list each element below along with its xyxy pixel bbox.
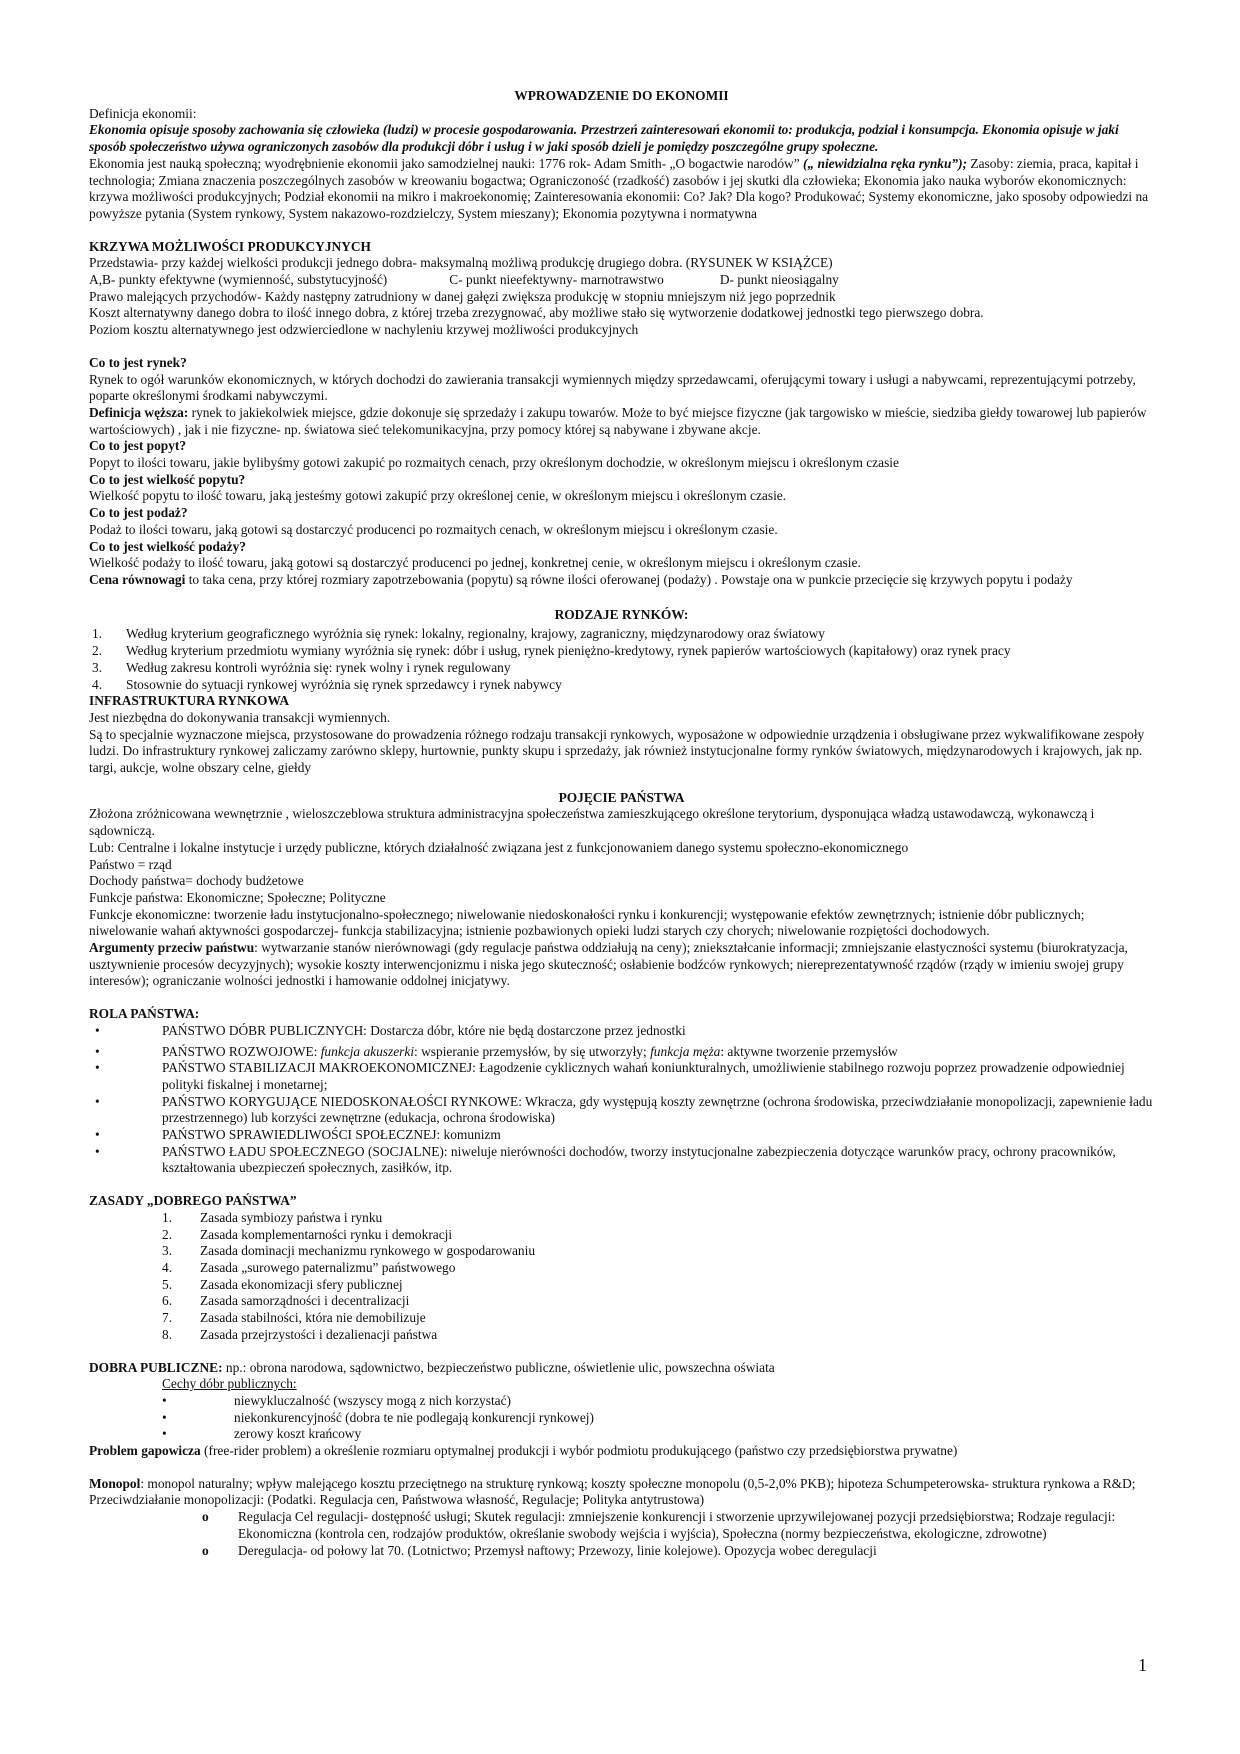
popyt-question: Co to jest popyt? xyxy=(89,438,187,454)
arguments-label: Argumenty przeciw państwu xyxy=(89,940,255,956)
cena-rownowagi-text: to taka cena, przy której rozmiary zapotrzebowania (popytu) są równe ilości oferowanej (podaży) . Powstaje ona w punkcie przecięcie się krzywych popytu i podaży xyxy=(188,571,1073,587)
section-heading-infrastruktura: INFRASTRUKTURA RYNKOWA xyxy=(89,693,290,709)
list-item xyxy=(89,1327,1154,1344)
infrastruktura-line-1: Jest niezbędna do dokonywania transakcji wymiennych. xyxy=(89,709,391,725)
list-item xyxy=(89,1023,1154,1040)
rynek-question: Co to jest rynek? xyxy=(89,354,187,370)
rynek-definition-label: Definicja węższa: xyxy=(89,404,189,420)
panstwo-line-3: Państwo = rząd xyxy=(89,856,172,872)
list-item xyxy=(89,677,1154,694)
list-item-text: zerowy koszt krańcowy xyxy=(234,1426,362,1442)
definition-body xyxy=(89,156,1154,223)
section-heading-panstwo: POJĘCIE PAŃSTWA xyxy=(558,789,685,805)
list-number: 1. xyxy=(162,1209,173,1225)
list-number: 4. xyxy=(162,1260,173,1275)
list-item xyxy=(89,1227,1154,1244)
bullet-icon: • xyxy=(95,1060,100,1076)
list-item-text: PAŃSTWO STABILIZACJI MAKROEKONOMICZNEJ: Łagodzenie cyklicznych wahań koniunkturalnych, umożliwienie stabilnego rozwoju poprzez prowadzenie odpowiedniej polityki fiskalnej i monetarnej; xyxy=(162,1060,1125,1092)
panstwo-line-4: Dochody państwa= dochody budżetowe xyxy=(89,873,304,889)
dobra-publiczne-text: np.: obrona narodowa, sądownictwo, bezpieczeństwo publiczne, oświetlenie ulic, powszechna oświata xyxy=(222,1359,775,1375)
list-item-text: Według kryterium przedmiotu wymiany wyróżnia się rynek: dóbr i usług, rynek pieniężno-kredytowy, rynek papierów wartościowych (kapitałowy) oraz rynek pracy xyxy=(126,643,1011,659)
list-item-text: Stosownie do sytuacji rynkowej wyróżnia się rynek sprzedawcy i rynek nabywcy xyxy=(126,676,562,692)
list-item xyxy=(89,626,1154,643)
monopol xyxy=(89,1476,1154,1509)
wielkosc-popytu-answer: Wielkość popytu to ilość towaru, jaką jesteśmy gotowi zakupić przy określonej cenie, w określonym miejscu i określonym czasie. xyxy=(89,488,787,504)
list-item xyxy=(89,1393,1154,1410)
list-item-text: : aktywne tworzenie przemysłów xyxy=(720,1043,898,1059)
bullet-icon: • xyxy=(95,1022,100,1038)
list-item-text: PAŃSTWO KORYGUJĄCE NIEDOSKONAŁOŚCI RYNKOWE: Wkracza, gdy występują koszty zewnętrzne (ochrona środowiska, przeciwdziałanie monopolizacji, zapewnienie ładu przestrzennego) lub korzyści zewnętrzne (edukacja, ochrona środowiska) xyxy=(162,1093,1153,1126)
list-item xyxy=(89,1277,1154,1294)
list-item-italic: funkcja męża xyxy=(650,1043,721,1059)
list-item xyxy=(89,1310,1154,1327)
list-item-text: PAŃSTWO SPRAWIEDLIWOŚCI SPOŁECZNEJ: komunizm xyxy=(162,1127,501,1143)
panstwo-line-1: Złożona zróżnicowana wewnętrznie , wieloszczeblowa struktura administracyjna społeczeństwa zamieszkującego określone terytorium, dysponująca władzą ustawodawczą, wykonawczą i sądowniczą. xyxy=(89,806,1095,839)
list-marker: o xyxy=(202,1542,209,1558)
definition-text-italic: („ niewidzialna ręka rynku”); xyxy=(803,155,968,171)
cena-rownowagi-label: Cena równowagi xyxy=(89,571,186,587)
list-item-text: Zasada przejrzystości i dezalienacji państwa xyxy=(200,1326,438,1342)
panstwo-line-5: Funkcje państwa: Ekonomiczne; Społeczne; Polityczne xyxy=(89,889,386,905)
wielkosc-podazy-answer: Wielkość podaży to ilość towaru, jaką gotowi są dostarczyć producenci po jednej, konkretnej cenie, w określonym miejscu i określonym czasie. xyxy=(89,555,861,571)
infrastruktura-line-2: Są to specjalnie wyznaczone miejsca, przystosowane do prowadzenia różnego rodzaju transakcji rynkowych, wyposażone w odpowiednie urządzenia i obsługiwane przez wykwalifikowane zespoły ludzi. Do infrastruktury rynkowej zaliczamy zarówno sklepy, hurtownie, punkty skupu i sprzedaży, jak również instytucjonalne formy rynków światowych, międzynarodowych i krajowych, jak np. targi, aukcje, wolne obszary celne, giełdy xyxy=(89,726,1145,776)
krzywa-line-1: Przedstawia- przy każdej wielkości produkcji jednego dobra- maksymalną możliwą produkcję drugiego dobra. (RYSUNEK W KSIĄŻCE) xyxy=(89,255,833,271)
list-item-text: Zasada komplementarności rynku i demokracji xyxy=(200,1226,453,1242)
rynek-definition xyxy=(89,405,1154,438)
section-heading-rola: ROLA PAŃSTWA: xyxy=(89,1006,200,1022)
list-item xyxy=(89,660,1154,677)
list-number: 2. xyxy=(162,1226,173,1242)
arguments-text: : wytwarzanie stanów nierównowagi (gdy regulacje państwa oddziałują na ceny); zniekształcanie informacji; zmniejszanie elastyczności systemu (biurokratyzacja, usztywnienie procesów decyzyjnych); wysokie koszty interwencjonizmu i niska jego skuteczność; osłabienie bodźców rynkowych; niereprezentatywność rządów (rządy w imieniu swojej grupy interesów); ograniczanie wolności jednostki i hamowanie oddolnej inicjatywy. xyxy=(89,940,1128,989)
list-item xyxy=(89,1426,1154,1443)
zasady-list xyxy=(89,1210,1154,1344)
list-number: 6. xyxy=(162,1293,173,1309)
list-marker: o xyxy=(202,1509,209,1525)
krzywa-line-5: Poziom kosztu alternatywnego jest odzwierciedlone w nachyleniu krzywej możliwości produkcyjnych xyxy=(89,322,639,338)
list-number: 3. xyxy=(162,1243,173,1259)
list-item-text: Według kryterium geograficznego wyróżnia się rynek: lokalny, regionalny, krajowy, zagraniczny, międzynarodowy oraz światowy xyxy=(126,626,825,642)
cechy-label: Cechy dóbr publicznych: xyxy=(162,1376,297,1392)
list-item-italic: funkcja akuszerki xyxy=(320,1043,415,1059)
bullet-icon: • xyxy=(162,1426,167,1442)
list-item xyxy=(89,643,1154,660)
wielkosc-popytu-question: Co to jest wielkość popytu? xyxy=(89,471,246,487)
list-item-text: Zasada ekonomizacji sfery publicznej xyxy=(200,1276,403,1292)
list-item-text: Zasada symbiozy państwa i rynku xyxy=(200,1209,383,1225)
section-heading-rodzaje: RODZAJE RYNKÓW: xyxy=(554,606,689,622)
rynek-answer: Rynek to ogół warunków ekonomicznych, w których dochodzi do zawierania transakcji wymiennych między sprzedawcami, oferującymi towary i usługi a nabywcami, reprezentującymi potrzeby, poparte określonymi środkami nabywczymi. xyxy=(89,371,1136,404)
list-item-text: PAŃSTWO ŁADU SPOŁECZNEGO (SOCJALNE): niweluje nierówności dochodów, tworzy instytucjonalne zabezpieczenia dotyczące warunków pracy, ochrony pracowników, kształtowania ubezpieczeń społecznych, zasiłków, itp. xyxy=(162,1143,1116,1176)
list-item xyxy=(89,1293,1154,1310)
list-item xyxy=(89,1044,1154,1061)
bullet-icon: • xyxy=(95,1143,100,1159)
bullet-icon: • xyxy=(162,1392,167,1408)
list-item xyxy=(89,1127,1154,1144)
definition-bold-text: Ekonomia opisuje sposoby zachowania się człowieka (ludzi) w procesie gospodarowania. Przestrzeń zainteresowań ekonomii to: produkcja, podział i konsumpcja. Ekonomia opisuje w jaki sposób społeczeństwo używa ograniczonych zasobów dla produkcji dóbr i usług i w jaki sposób dzieli je pomiędzy poszczególne grupy społeczne. xyxy=(89,122,1119,155)
panstwo-line-2: Lub: Centralne i lokalne instytucje i urzędy publiczne, których działalność związana jest z funkcjonowaniem danego systemu społeczno-ekonomicznego xyxy=(89,839,909,855)
panstwo-arguments xyxy=(89,940,1154,990)
list-item xyxy=(89,1243,1154,1260)
monopol-text: : monopol naturalny; wpływ malejącego kosztu przeciętnego na strukturę rynkową; koszty społeczne monopolu (0,5-2,0% PKB); hipoteza Schumpeterowska- struktura rynkowa a R&D; Przeciwdziałanie monopolizacji: (Podatki. Regulacja cen, Państwowa własność, Regulacje; Polityka antytrustowa) xyxy=(89,1475,1136,1508)
list-item xyxy=(89,1094,1154,1127)
podaz-question: Co to jest podaż? xyxy=(89,505,188,521)
list-item-text: PAŃSTWO DÓBR PUBLICZNYCH: Dostarcza dóbr, które nie będą dostarczone przez jednostki xyxy=(162,1022,686,1038)
document-page xyxy=(89,88,1154,1559)
list-item-text: Zasada stabilności, która nie demobilizuje xyxy=(200,1310,426,1326)
list-item xyxy=(89,1543,1154,1560)
list-number: 2. xyxy=(92,643,103,659)
definition-label: Definicja ekonomii: xyxy=(89,105,197,121)
list-item xyxy=(89,1060,1154,1093)
list-number: 3. xyxy=(92,659,103,675)
rola-list xyxy=(89,1023,1154,1177)
dobra-publiczne-label: DOBRA PUBLICZNE: xyxy=(89,1359,223,1375)
list-item-text: niekonkurencyjność (dobra te nie podlegają konkurencji rynkowej) xyxy=(234,1409,594,1425)
popyt-answer: Popyt to ilości towaru, jakie bylibyśmy gotowi zakupić po rozmaitych cenach, przy określonym dochodzie, w określonym miejscu i określonym czasie xyxy=(89,455,899,471)
list-item-text: Zasada „surowego paternalizmu” państwowego xyxy=(200,1260,456,1275)
list-item-text: niewykluczalność (wszyscy mogą z nich korzystać) xyxy=(234,1392,512,1408)
list-item-text: Zasada dominacji mechanizmu rynkowego w gospodarowaniu xyxy=(200,1243,536,1259)
definition-text-a: Ekonomia jest nauką społeczną; wyodrębnienie ekonomii jako samodzielnej nauki: 1776 rok- Adam Smith- „O bogactwie narodów” xyxy=(89,155,800,171)
dobra-publiczne xyxy=(89,1360,1154,1377)
list-item xyxy=(89,1144,1154,1177)
wielkosc-podazy-question: Co to jest wielkość podaży? xyxy=(89,538,246,554)
monopol-label: Monopol xyxy=(89,1475,141,1491)
list-item-text: Zasada samorządności i decentralizacji xyxy=(200,1293,410,1309)
problem-gapowicza xyxy=(89,1443,1154,1460)
krzywa-point-ab: A,B- punkty efektywne (wymienność, substytucyjność) xyxy=(89,272,388,288)
krzywa-point-d: D- punkt nieosiągalny xyxy=(719,272,839,288)
bullet-icon: • xyxy=(162,1409,167,1425)
krzywa-line-4: Koszt alternatywny danego dobra to ilość innego dobra, z której trzeba zrezygnować, aby możliwe stało się wytworzenie dodatkowej jednostki tego pierwszego dobra. xyxy=(89,305,984,321)
list-number: 4. xyxy=(92,676,103,692)
krzywa-line-3: Prawo malejących przychodów- Każdy następny zatrudniony w danej gałęzi zwiększa produkcję w stopniu mniejszym niż jego poprzednik xyxy=(89,288,836,304)
panstwo-line-6: Funkcje ekonomiczne: tworzenie ładu instytucjonalno-społecznego; niwelowanie niedoskonałości rynku i konkurencji; występowanie efektów zewnętrznych; istnienie dóbr publicznych; niwelowanie wahań aktywności gospodarczej- funkcja stabilizacyjna; istnienie pozbawionych opieki ludzi starych czy chorych; niwelowanie rozpiętości dochodowych. xyxy=(89,906,1085,939)
definition-text-b: Zasoby: ziemia, praca, kapitał i technologia; Zmiana znaczenia poszczególnych zasobów w kreowaniu bogactwa; Ograniczoność (rzadkość) zasobów i jej skutki dla człowieka; Ekonomia jako nauka wyborów ekonomicznych: krzywa możliwości produkcyjnych; Podział ekonomii na mikro i makroekonomię; Zainteresowania ekonomii: Co? Jak? Dla kogo? Produkować; Systemy ekonomiczne, jako sposoby odpowiedzi na powyższe pytania (System rynkowy, System nakazowo-rozdzielczy, System mieszany); Ekonomia pozytywna i normatywna xyxy=(89,155,1149,221)
monopol-list xyxy=(89,1509,1154,1559)
list-number: 7. xyxy=(162,1310,173,1326)
list-item-text: PAŃSTWO ROZWOJOWE: xyxy=(162,1043,321,1059)
list-number: 8. xyxy=(162,1326,173,1342)
list-item xyxy=(89,1410,1154,1427)
cena-rownowagi xyxy=(89,572,1154,589)
list-number: 1. xyxy=(92,626,103,642)
section-heading-krzywa: KRZYWA MOŻLIWOŚCI PRODUKCYJNYCH xyxy=(89,238,371,254)
podaz-answer: Podaż to ilości towaru, jaką gotowi są dostarczyć producenci po rozmaitych cenach, w określonym miejscu i określonym czasie. xyxy=(89,521,778,537)
list-item-text: Regulacja Cel regulacji- dostępność usługi; Skutek regulacji: zmniejszenie konkurencji i stworzenie uprzywilejowanej pozycji przedsiębiorstwa; Rodzaje regulacji: Ekonomiczna (kontrola cen, rodzajów produktów, określanie swobody wejścia i wyjścia), Społeczna (normy bezpieczeństwa, ekologiczne, zdrowotne) xyxy=(238,1509,1116,1541)
page-number: 1 xyxy=(1138,1655,1147,1675)
document-title: WPROWADZENIE DO EKONOMII xyxy=(514,88,729,103)
list-item xyxy=(89,1210,1154,1227)
list-item-text: Według zakresu kontroli wyróżnia się: rynek wolny i rynek regulowany xyxy=(126,659,511,675)
section-heading-zasady: ZASADY „DOBREGO PAŃSTWA” xyxy=(89,1193,297,1209)
list-item-text: Deregulacja- od połowy lat 70. (Lotnictwo; Przemysł naftowy; Przewozy, linie kolejowe). Opozycja wobec deregulacji xyxy=(238,1542,877,1558)
cechy-list xyxy=(89,1393,1154,1443)
bullet-icon: • xyxy=(95,1043,100,1059)
krzywa-point-c: C- punkt nieefektywny- marnotrawstwo xyxy=(449,272,664,288)
problem-gapowicza-text: (free-rider problem) a określenie rozmiaru optymalnej produkcji i wybór podmiotu produkującego (państwo czy przedsiębiorstwa prywatne) xyxy=(200,1443,958,1459)
krzywa-line-2 xyxy=(89,272,1154,289)
list-item xyxy=(89,1509,1154,1542)
bullet-icon: • xyxy=(95,1127,100,1143)
rodzaje-list xyxy=(89,626,1154,693)
list-number: 5. xyxy=(162,1276,173,1292)
problem-gapowicza-label: Problem gapowicza xyxy=(89,1443,201,1459)
rynek-definition-text: rynek to jakiekolwiek miejsce, gdzie dokonuje się sprzedaży i zakupu towarów. Może to być miejsce fizyczne (jak targowisko w mieście, siedziba giełdy towarowej lub papierów wartościowych) , jak i nie fizyczne- np. światowa sieć telekomunikacyjna, przy pomocy której są nabywane i zbywane akcje. xyxy=(89,404,1147,437)
bullet-icon: • xyxy=(95,1093,100,1109)
list-item xyxy=(89,1260,1154,1277)
list-item-text: : wspieranie przemysłów, by się utworzyły; xyxy=(414,1043,651,1059)
